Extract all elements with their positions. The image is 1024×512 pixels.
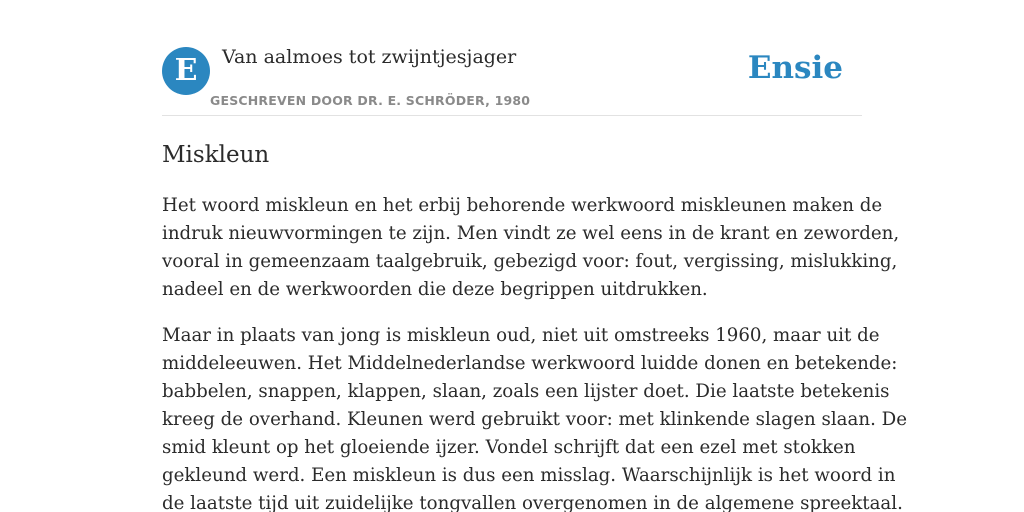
paragraph-2: [162, 322, 907, 512]
paragraph-line: de laatste tijd uit zuidelijke tongvallen overgenomen in de algemene spreektaal.: [162, 493, 903, 512]
paragraph-line: gekleund werd. Een miskleun is dus een misslag. Waarschijnlijk is het woord in: [162, 465, 896, 486]
author-byline: GESCHREVEN DOOR DR. E. SCHRÖDER, 1980: [210, 93, 531, 108]
ensie-logo-badge[interactable]: E: [162, 47, 210, 95]
paragraph-line: indruk nieuwvormingen te zijn. Men vindt ze wel eens in de krant en zeworden,: [162, 223, 900, 244]
paragraph-line: Het woord miskleun en het erbij behorende werkwoord miskleunen maken de: [162, 195, 883, 216]
paragraph-line: nadeel en de werkwoorden die deze begrippen uitdrukken.: [162, 279, 708, 300]
paragraph-line: babbelen, snappen, klappen, slaan, zoals een lijster doet. Die laatste betekenis: [162, 381, 890, 402]
paragraph-line: Maar in plaats van jong is miskleun oud, niet uit omstreeks 1960, maar uit de: [162, 325, 880, 346]
paragraph-line: kreeg de overhand. Kleunen werd gebruikt voor: met klinkende slagen slaan. De: [162, 409, 907, 430]
paragraph-1: [162, 192, 900, 304]
ensie-brand-logo[interactable]: Ensie: [747, 50, 843, 86]
header-divider: [162, 115, 862, 116]
book-title-link[interactable]: Van aalmoes tot zwijntjesjager: [222, 46, 517, 68]
paragraph-line: vooral in gemeenzaam taalgebruik, gebezigd voor: fout, vergissing, mislukking,: [162, 251, 898, 272]
article: [162, 138, 907, 512]
paragraph-line: middeleeuwen. Het Middelnederlandse werkwoord luidde donen en betekende:: [162, 353, 898, 374]
paragraph-line: smid kleunt op het gloeiende ijzer. Vondel schrijft dat een ezel met stokken: [162, 437, 856, 458]
entry-title: Miskleun: [162, 142, 270, 168]
header: [162, 46, 862, 116]
